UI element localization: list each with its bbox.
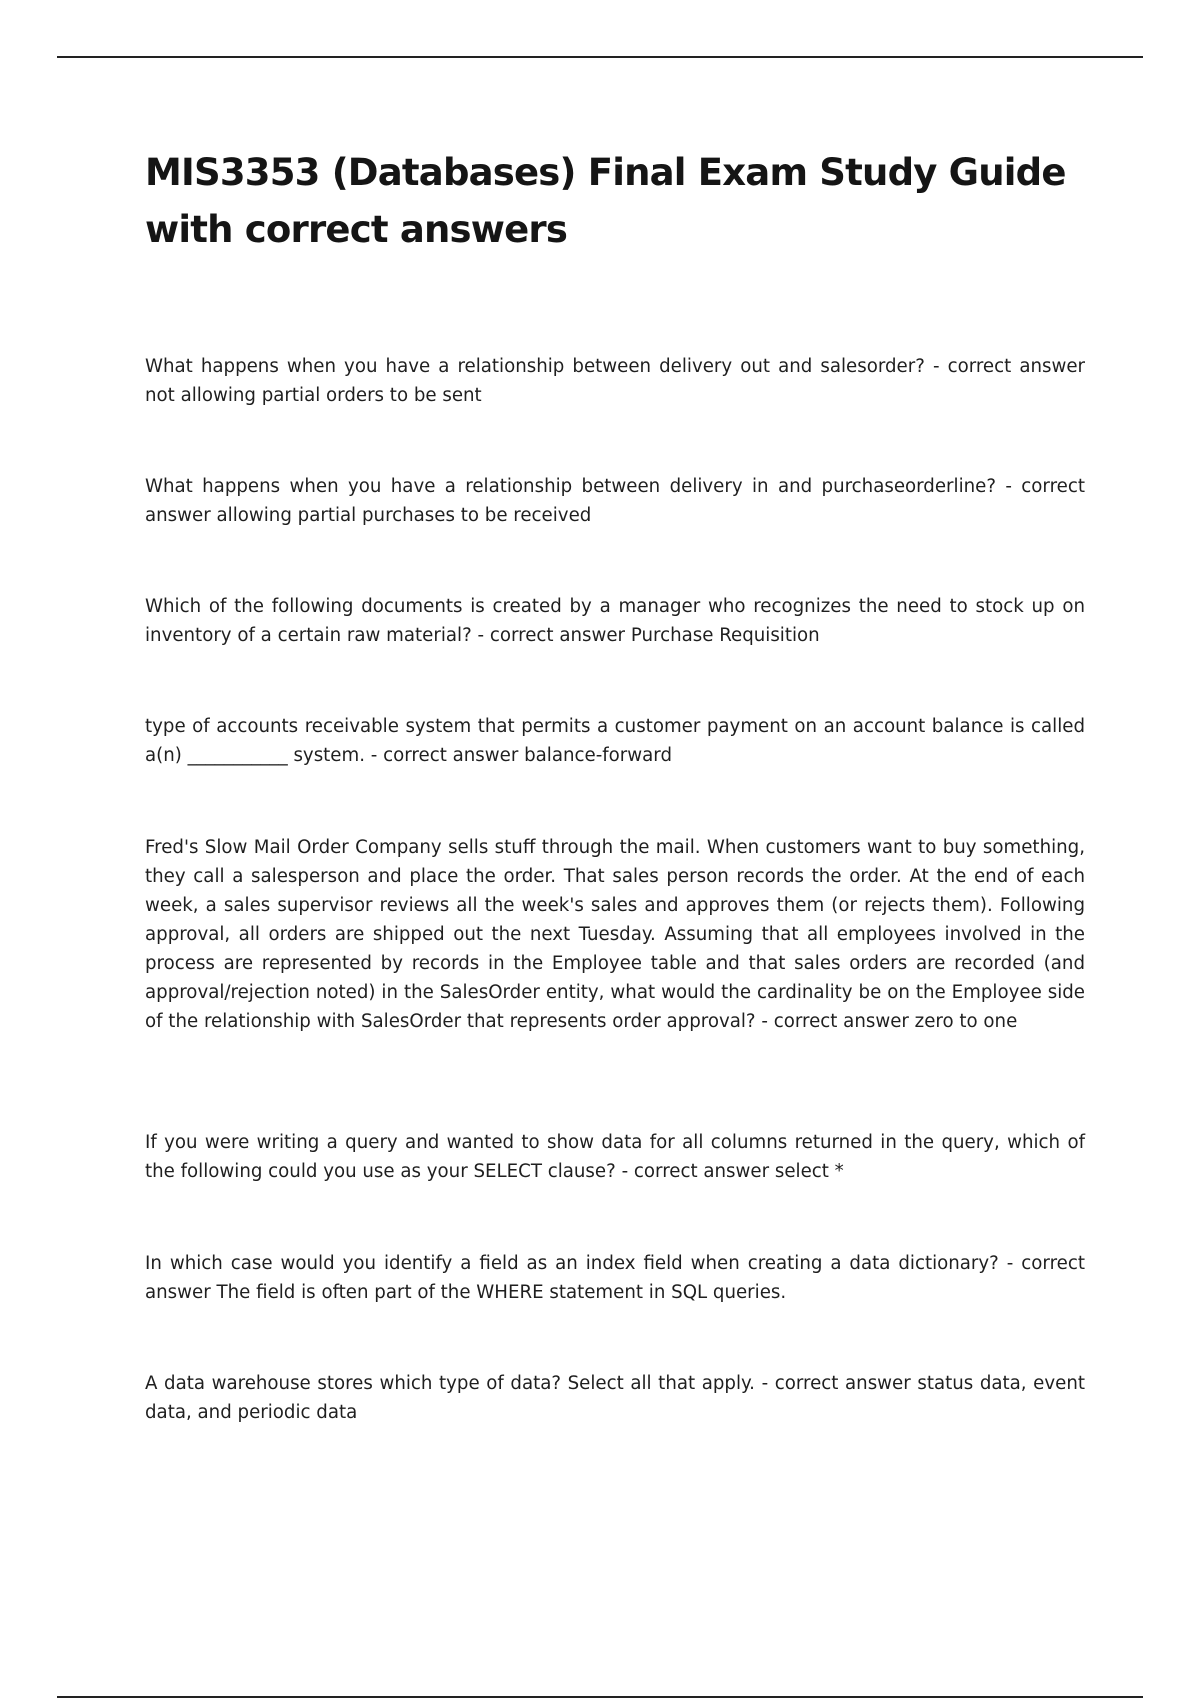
answer-separator: - correct answer xyxy=(761,1373,911,1394)
answer-text: status data, event data, and periodic data xyxy=(145,1373,1085,1423)
answer-text: select * xyxy=(774,1161,844,1182)
question-text: What happens when you have a relationship between delivery in and purchaseorderline? xyxy=(145,476,996,497)
qa-item-6 xyxy=(145,1128,1085,1186)
qa-item-7 xyxy=(145,1249,1085,1307)
question-text: What happens when you have a relationship between delivery out and salesorder? xyxy=(145,356,925,377)
question-text: Which of the following documents is created by a manager who recognizes the need to stock up on inventory of a certain raw material? xyxy=(145,596,1085,646)
qa-item-3 xyxy=(145,592,1085,650)
question-text: In which case would you identify a field as an index field when creating a data dictionary? xyxy=(145,1253,999,1274)
answer-separator: - correct answer xyxy=(932,356,1086,377)
qa-item-8 xyxy=(145,1369,1085,1427)
question-text: type of accounts receivable system that permits a customer payment on an account balance is called a(n) ___________ system. xyxy=(145,716,1085,766)
answer-separator: - correct answer xyxy=(370,745,519,766)
answer-text: allowing partial purchases to be received xyxy=(216,505,592,526)
top-divider xyxy=(57,56,1143,58)
qa-item-5 xyxy=(145,833,1085,1036)
answer-separator: - correct answer xyxy=(477,625,626,646)
bottom-divider xyxy=(57,1696,1143,1698)
page-title: MIS3353 (Databases) Final Exam Study Guide with correct answers xyxy=(145,151,1066,251)
question-text: A data warehouse stores which type of data? Select all that apply. xyxy=(145,1373,755,1394)
answer-separator: - correct answer xyxy=(621,1161,770,1182)
answer-text: Purchase Requisition xyxy=(630,625,820,646)
answer-separator: - correct answer xyxy=(145,1253,1085,1303)
qa-item-2 xyxy=(145,472,1085,530)
answer-text: balance-forward xyxy=(524,745,672,766)
question-text: Fred's Slow Mail Order Company sells stuff through the mail. When customers want to buy something, they call a salesperson and place the order. That sales person records the order. At the end of each week, a sales supervisor reviews all the week's sales and approves them (or rejects them). Following approval, all orders are shipped out the next Tuesday. Assuming that all employees involved in the process are represented by records in the Employee table and that sales orders are recorded (and approval/rejection noted) in the SalesOrder entity, what would the cardinality be on the Employee side of the relationship with SalesOrder that represents order approval? xyxy=(145,837,1085,1032)
qa-item-4 xyxy=(145,712,1085,770)
answer-text: The field is often part of the WHERE statement in SQL queries. xyxy=(216,1282,787,1303)
answer-text: not allowing partial orders to be sent xyxy=(145,385,482,406)
qa-item-1 xyxy=(145,352,1085,410)
answer-separator: - correct answer xyxy=(145,476,1085,526)
answer-text: zero to one xyxy=(914,1011,1018,1032)
question-text: If you were writing a query and wanted to show data for all columns returned in the query, which of the following could you use as your SELECT clause? xyxy=(145,1132,1085,1182)
answer-separator: - correct answer xyxy=(761,1011,909,1032)
